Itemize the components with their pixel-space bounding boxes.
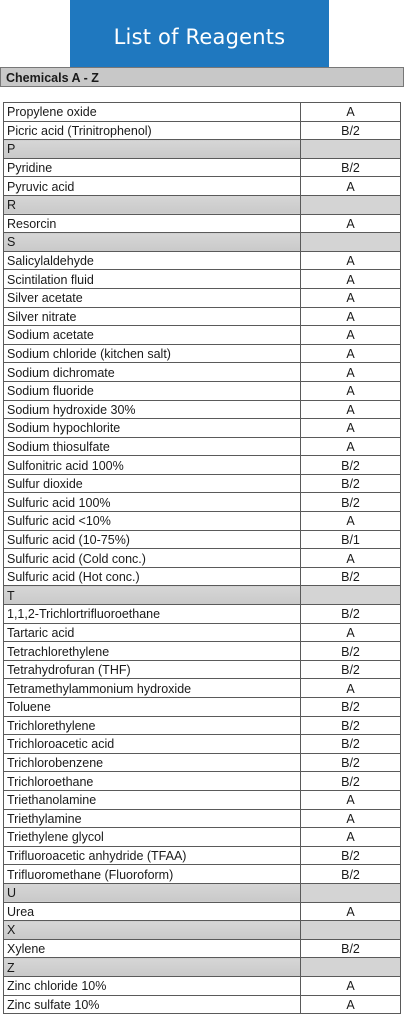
resistance-rating: B/2 [301,865,401,884]
resistance-rating: A [301,902,401,921]
resistance-rating [301,883,401,902]
table-row [4,549,401,568]
reagent-name: Sulfonitric acid 100% [4,456,301,475]
resistance-rating: B/2 [301,846,401,865]
resistance-rating: B/2 [301,567,401,586]
reagents-table [3,102,401,1014]
reagent-name: Tartaric acid [4,623,301,642]
resistance-rating: A [301,419,401,438]
reagent-name: Trichlorobenzene [4,753,301,772]
table-row [4,419,401,438]
reagent-name: Triethylene glycol [4,828,301,847]
reagent-name: Sodium dichromate [4,363,301,382]
reagent-name: Sulfuric acid (10-75%) [4,530,301,549]
table-row [4,567,401,586]
table-row [4,679,401,698]
resistance-rating: A [301,790,401,809]
table-row [4,995,401,1014]
table-row [4,363,401,382]
resistance-rating: A [301,549,401,568]
reagent-name: Zinc chloride 10% [4,976,301,995]
reagent-name: Sulfuric acid <10% [4,512,301,531]
resistance-rating: A [301,214,401,233]
letter-label: T [4,586,301,605]
resistance-rating: A [301,400,401,419]
resistance-rating: B/2 [301,753,401,772]
table-row [4,865,401,884]
letter-divider-row [4,883,401,902]
table-row [4,642,401,661]
reagent-name: Silver acetate [4,288,301,307]
table-row [4,976,401,995]
table-row [4,456,401,475]
reagent-name: Trichloroethane [4,772,301,791]
table-row [4,939,401,958]
reagent-name: Sulfuric acid 100% [4,493,301,512]
reagent-name: Urea [4,902,301,921]
letter-divider-row [4,233,401,252]
resistance-rating: B/2 [301,493,401,512]
resistance-rating: B/2 [301,121,401,140]
table-row [4,474,401,493]
reagent-name: Trifluoromethane (Fluoroform) [4,865,301,884]
resistance-rating: A [301,512,401,531]
resistance-rating: A [301,288,401,307]
table-row [4,251,401,270]
reagent-name: Tetrahydrofuran (THF) [4,660,301,679]
reagent-name: Trichlorethylene [4,716,301,735]
resistance-rating: A [301,828,401,847]
reagent-name: Sodium fluoride [4,381,301,400]
table-row [4,716,401,735]
reagent-name: Picric acid (Trinitrophenol) [4,121,301,140]
resistance-rating: A [301,307,401,326]
table-row [4,326,401,345]
category-header: Chemicals A - Z [0,67,404,87]
reagent-name: Toluene [4,698,301,717]
page-title: List of Reagents [113,24,286,49]
table-row [4,605,401,624]
resistance-rating [301,958,401,977]
table-row [4,698,401,717]
table-row [4,307,401,326]
resistance-rating: A [301,270,401,289]
reagent-name: Propylene oxide [4,103,301,122]
resistance-rating: A [301,326,401,345]
table-row [4,809,401,828]
resistance-rating: B/2 [301,158,401,177]
table-row [4,772,401,791]
table-row [4,177,401,196]
reagent-name: Tetramethylammonium hydroxide [4,679,301,698]
resistance-rating: A [301,103,401,122]
reagent-name: Triethanolamine [4,790,301,809]
resistance-rating: A [301,809,401,828]
resistance-rating [301,140,401,159]
resistance-rating: A [301,251,401,270]
reagent-name: Sulfuric acid (Hot conc.) [4,567,301,586]
reagent-name: Tetrachlorethylene [4,642,301,661]
letter-label: Z [4,958,301,977]
resistance-rating: B/1 [301,530,401,549]
letter-label: R [4,195,301,214]
reagent-name: Silver nitrate [4,307,301,326]
reagent-name: Zinc sulfate 10% [4,995,301,1014]
reagent-name: Sodium hydroxide 30% [4,400,301,419]
reagent-name: Trichloroacetic acid [4,735,301,754]
letter-divider-row [4,586,401,605]
resistance-rating: B/2 [301,474,401,493]
letter-label: P [4,140,301,159]
table-row [4,437,401,456]
reagent-name: Sulfur dioxide [4,474,301,493]
reagent-name: Sodium chloride (kitchen salt) [4,344,301,363]
table-row [4,753,401,772]
resistance-rating: A [301,363,401,382]
table-row [4,214,401,233]
resistance-rating: B/2 [301,456,401,475]
reagent-name: Sodium acetate [4,326,301,345]
reagent-name: 1,1,2-Trichlortrifluoroethane [4,605,301,624]
resistance-rating: A [301,976,401,995]
resistance-rating: A [301,437,401,456]
reagent-name: Salicylaldehyde [4,251,301,270]
letter-label: U [4,883,301,902]
reagent-name: Trifluoroacetic anhydride (TFAA) [4,846,301,865]
table-row [4,270,401,289]
letter-divider-row [4,195,401,214]
table-row [4,158,401,177]
reagent-name: Resorcin [4,214,301,233]
resistance-rating: A [301,623,401,642]
resistance-rating: B/2 [301,698,401,717]
letter-label: X [4,921,301,940]
resistance-rating [301,233,401,252]
resistance-rating: A [301,344,401,363]
resistance-rating: B/2 [301,716,401,735]
table-row [4,790,401,809]
reagent-name: Triethylamine [4,809,301,828]
resistance-rating: A [301,995,401,1014]
resistance-rating: A [301,679,401,698]
letter-divider-row [4,921,401,940]
reagent-name: Sulfuric acid (Cold conc.) [4,549,301,568]
resistance-rating: A [301,381,401,400]
resistance-rating [301,921,401,940]
reagent-name: Pyridine [4,158,301,177]
table-row [4,902,401,921]
table-row [4,493,401,512]
resistance-rating: B/2 [301,939,401,958]
table-row [4,344,401,363]
table-row [4,400,401,419]
table-row [4,828,401,847]
table-row [4,512,401,531]
resistance-rating: A [301,177,401,196]
title-banner [70,0,329,67]
resistance-rating: B/2 [301,642,401,661]
letter-divider-row [4,140,401,159]
reagent-name: Scintilation fluid [4,270,301,289]
reagent-name: Pyruvic acid [4,177,301,196]
table-row [4,121,401,140]
table-row [4,530,401,549]
table-row [4,103,401,122]
letter-divider-row [4,958,401,977]
reagents-table-body [4,103,401,1014]
resistance-rating: B/2 [301,735,401,754]
table-row [4,846,401,865]
table-row [4,660,401,679]
resistance-rating [301,586,401,605]
letter-label: S [4,233,301,252]
reagent-name: Sodium hypochlorite [4,419,301,438]
reagent-name: Xylene [4,939,301,958]
resistance-rating: B/2 [301,772,401,791]
table-row [4,288,401,307]
table-row [4,381,401,400]
table-row [4,735,401,754]
resistance-rating [301,195,401,214]
reagent-name: Sodium thiosulfate [4,437,301,456]
table-row [4,623,401,642]
resistance-rating: B/2 [301,605,401,624]
resistance-rating: B/2 [301,660,401,679]
